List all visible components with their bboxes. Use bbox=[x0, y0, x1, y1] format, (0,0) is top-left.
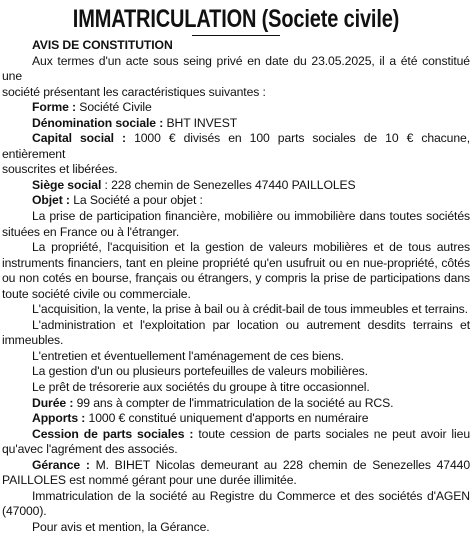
notice-body bbox=[2, 38, 470, 536]
objet-paragraph-1-line-2: situées en France ou à l'étranger. bbox=[2, 224, 180, 239]
capital-value-line-1: 1000 € divisés en 100 parts sociales de 10 € chacune, entièrement bbox=[2, 131, 470, 161]
denomination-field bbox=[2, 116, 470, 132]
apports-label: Apports : bbox=[32, 411, 86, 426]
capital-label: Capital social : bbox=[32, 131, 126, 146]
apports-field bbox=[2, 411, 470, 427]
forme-field bbox=[2, 100, 470, 116]
objet-paragraph-1-line-1: La prise de participation financière, mobilière ou immobilière dans toutes sociétés bbox=[32, 209, 470, 224]
immatriculation-line-1: Immatriculation de la société au Registre du Commerce et des sociétés d'AGEN bbox=[32, 488, 470, 503]
siege-value: : 228 chemin de Senezelles 47440 PAILLOLES bbox=[101, 177, 356, 192]
forme-value: Société Civile bbox=[76, 100, 152, 115]
forme-label: Forme : bbox=[32, 100, 76, 115]
objet-value: La Société a pour objet : bbox=[69, 193, 203, 208]
immatriculation-line-2: (47000). bbox=[2, 504, 47, 519]
objet-paragraph-4-line-2: immeubles. bbox=[2, 333, 64, 348]
denomination-value: BHT INVEST bbox=[163, 115, 238, 130]
capital-field bbox=[2, 131, 470, 162]
objet-label: Objet : bbox=[32, 193, 70, 208]
objet-paragraph-3: L'acquisition, la vente, la prise à bail ou à crédit-bail de tous immeubles et terrains. bbox=[32, 302, 468, 317]
cession-field bbox=[2, 427, 470, 443]
apports-value: 1000 € constitué uniquement d'apports en numéraire bbox=[85, 411, 369, 426]
duree-field bbox=[2, 396, 470, 412]
gerance-value-line-1: M. BIHET Nicolas demeurant au 228 chemin de Senezelles 47440 bbox=[89, 457, 470, 472]
cession-value-line-1: toute cession de parts sociales ne peut avoir lieu bbox=[193, 426, 470, 441]
objet-paragraph-5: L'entretien et éventuellement l'aménagement de ces biens. bbox=[32, 348, 344, 363]
objet-paragraph-6: La gestion d'un ou plusieurs portefeuilles de valeurs mobilières. bbox=[32, 364, 368, 379]
objet-paragraph-2-line-1: La propriété, l'acquisition et la gestion de valeurs mobilières et de tous autres bbox=[32, 240, 470, 255]
gerance-value-line-2: PAILLOLES est nommé gérant pour une durée illimitée. bbox=[2, 473, 297, 488]
capital-value-line-2: souscrites et libérées. bbox=[2, 162, 118, 177]
notice-heading: AVIS DE CONSTITUTION bbox=[32, 38, 173, 52]
duree-label: Durée : bbox=[32, 395, 74, 410]
gerance-field bbox=[2, 458, 470, 474]
objet-paragraph-7: Le prêt de trésorerie aux sociétés du groupe à titre occasionnel. bbox=[32, 380, 370, 395]
notice-title: IMMATRICULATION (Societe civile) bbox=[72, 5, 400, 33]
intro-line-2: société présentant les caractéristiques suivantes : bbox=[2, 84, 266, 99]
siege-field bbox=[2, 178, 470, 194]
objet-paragraph-2-line-4: toute société civile ou commerciale. bbox=[2, 286, 191, 301]
objet-paragraph-2-line-3: ou non cotés en bourse, français ou étrangers, y compris la prise de participations dans bbox=[2, 271, 470, 286]
denomination-label: Dénomination sociale : bbox=[32, 115, 164, 130]
objet-paragraph-2-line-2: instruments financiers, tant en pleine propriété qu'en usufruit ou en nue-propriété, côtés bbox=[2, 255, 470, 270]
cession-label: Cession de parts sociales : bbox=[32, 426, 194, 441]
title-divider bbox=[192, 35, 280, 36]
duree-value: 99 ans à compter de l'immatriculation de la société au RCS. bbox=[73, 395, 394, 410]
siege-label: Siège social bbox=[32, 177, 102, 192]
cession-value-line-2: qu'avec l'agrément des associés. bbox=[2, 442, 178, 457]
objet-paragraph-4-line-1: L'administration et l'exploitation par location ou autrement desdits terrains et bbox=[32, 317, 470, 332]
closing-signature: Pour avis et mention, la Gérance. bbox=[32, 519, 210, 534]
intro-line-1: Aux termes d'un acte sous seing privé en date du 23.05.2025, il a été constitué une bbox=[2, 53, 470, 84]
objet-field bbox=[2, 193, 470, 209]
gerance-label: Gérance : bbox=[32, 457, 90, 472]
